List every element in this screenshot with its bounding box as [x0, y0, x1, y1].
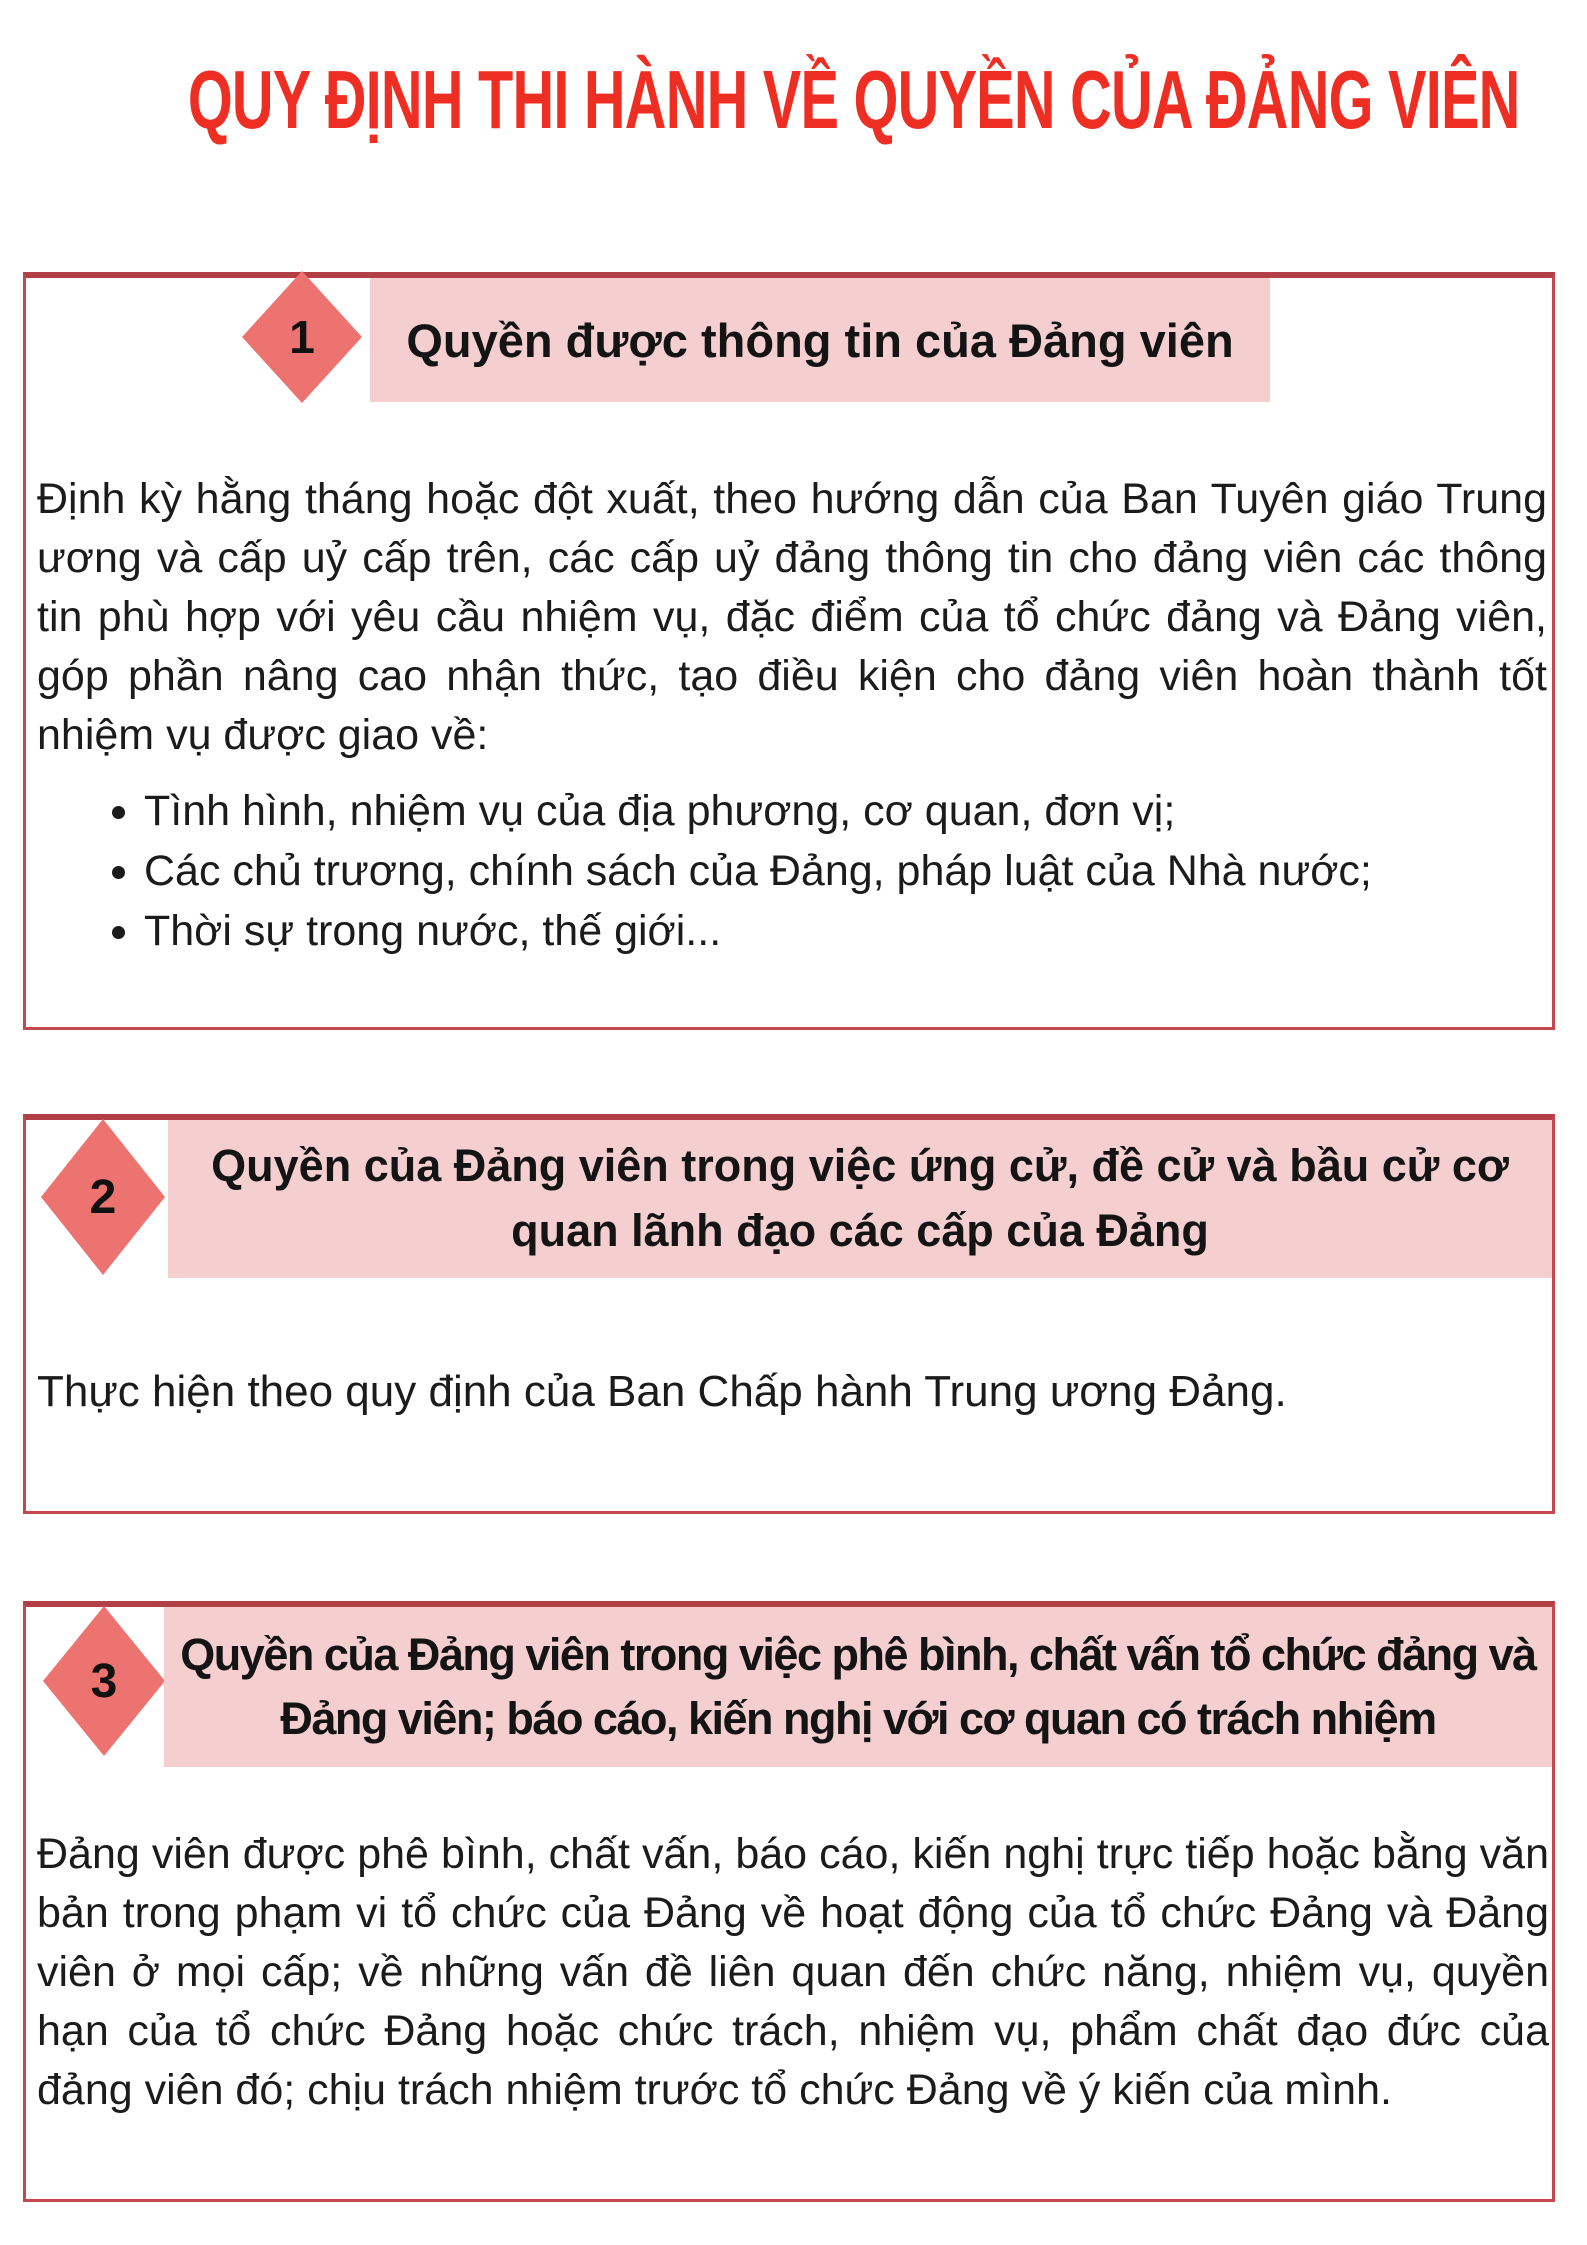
page-title-text: QUY ĐỊNH THI HÀNH VỀ QUYỀN CỦA ĐẢNG VIÊN: [187, 53, 1520, 147]
section-1-heading-bar: [370, 278, 1270, 402]
section-3-body: [37, 1825, 1549, 2120]
section-3-box: [23, 1601, 1555, 2202]
section-3-heading-bar: [164, 1607, 1552, 1767]
section-3-number-badge: [43, 1606, 165, 1756]
section-1-bullet-list: [37, 781, 1547, 961]
section-1-number: 1: [289, 311, 315, 363]
bullet-item: • Thời sự trong nước, thế giới...: [144, 901, 1547, 961]
section-1-box: [23, 272, 1555, 1030]
section-2-box: [23, 1114, 1555, 1514]
bullet-item: • Tình hình, nhiệm vụ của địa phương, cơ quan, đơn vị;: [144, 781, 1547, 841]
section-2-body: [37, 1364, 1547, 1420]
section-2-number: 2: [89, 1170, 117, 1224]
section-1-heading: Quyền được thông tin của Đảng viên: [406, 313, 1234, 367]
section-1-number-badge: [242, 271, 362, 403]
page-title: [0, 52, 1587, 147]
section-1-paragraph: Định kỳ hằng tháng hoặc đột xuất, theo hướng dẫn của Ban Tuyên giáo Trung ương và cấp uỷ cấp trên, các cấp uỷ đảng thông tin cho đảng viên các thông tin phù hợp với yêu cầu nhiệm vụ, đặc điểm của tổ chức đảng và Đảng viên, góp phần nâng cao nhận thức, tạo điều kiện cho đảng viên hoàn thành tốt nhiệm vụ được giao về:: [37, 475, 1547, 759]
section-2-heading-bar: [168, 1120, 1552, 1278]
section-2-heading: Quyền của Đảng viên trong việc ứng cử, đề cử và bầu cử cơ quan lãnh đạo các cấp của Đảng: [211, 1140, 1509, 1256]
section-2-paragraph: Thực hiện theo quy định của Ban Chấp hành Trung ương Đảng.: [37, 1367, 1287, 1416]
section-3-heading: Quyền của Đảng viên trong việc phê bình, chất vấn tổ chức đảng và Đảng viên; báo cáo, kiến nghị với cơ quan có trách nhiệm: [180, 1629, 1536, 1744]
bullet-item: • Các chủ trương, chính sách của Đảng, pháp luật của Nhà nước;: [144, 841, 1547, 901]
section-3-number: 3: [90, 1654, 118, 1708]
section-2-number-badge: [41, 1119, 165, 1275]
section-3-paragraph: Đảng viên được phê bình, chất vấn, báo cáo, kiến nghị trực tiếp hoặc bằng văn bản trong phạm vi tổ chức của Đảng về hoạt động của tổ chức Đảng và Đảng viên ở mọi cấp; về những vấn đề liên quan đến chức năng, nhiệm vụ, quyền hạn của tổ chức Đảng hoặc chức trách, nhiệm vụ, phẩm chất đạo đức của đảng viên đó; chịu trách nhiệm trước tổ chức Đảng về ý kiến của mình.: [37, 1830, 1549, 2114]
section-1-body: [37, 470, 1547, 961]
